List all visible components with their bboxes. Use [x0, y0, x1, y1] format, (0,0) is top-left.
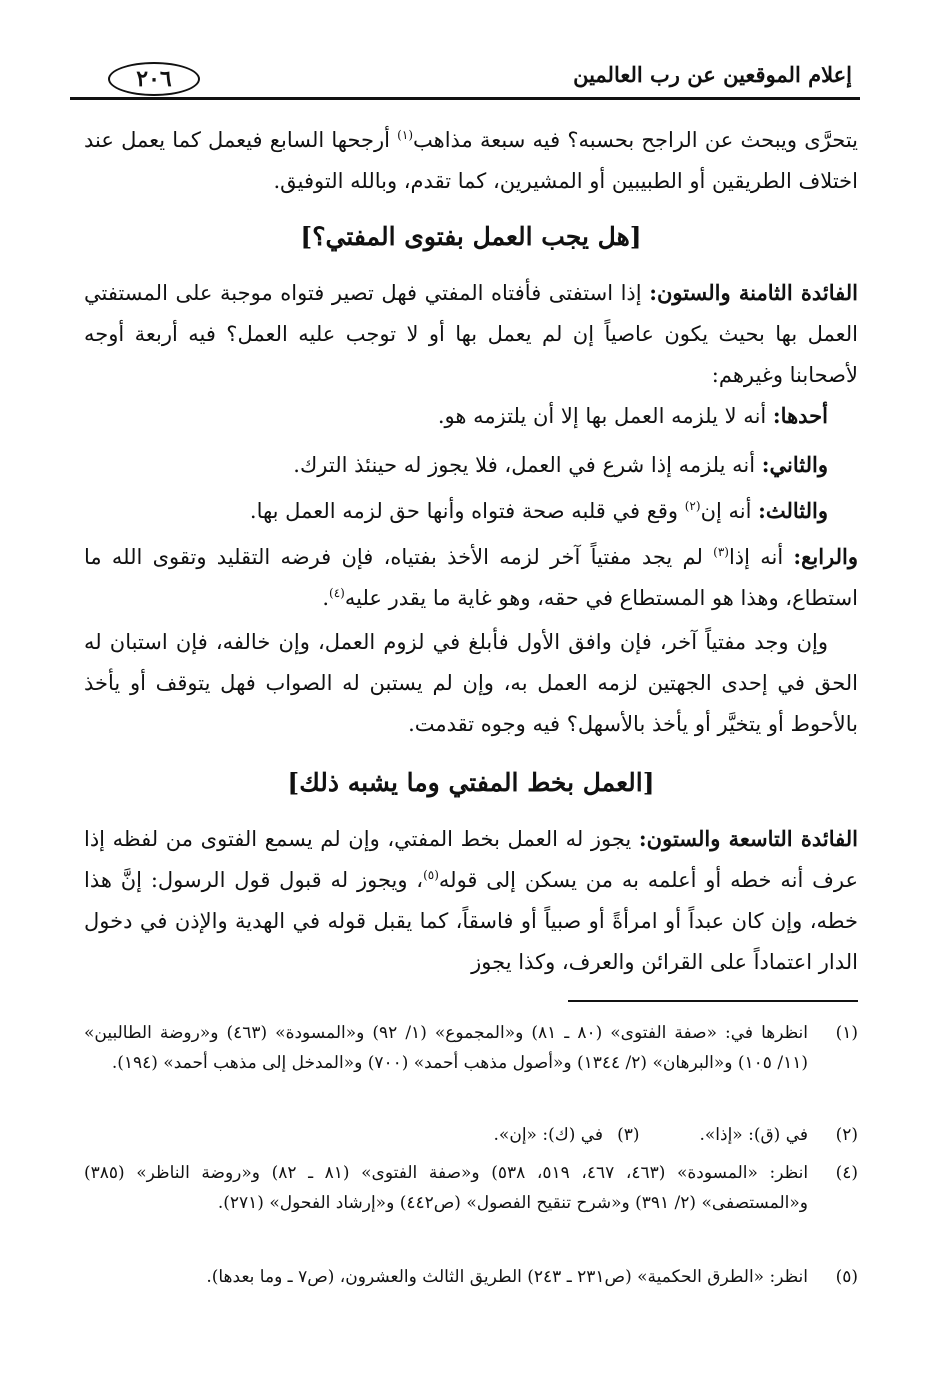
footnote-3-number: (٣): [617, 1125, 640, 1145]
page-number: ٢٠٦: [108, 62, 200, 96]
footnote-ref-1: (١): [397, 128, 413, 142]
footnote-5-text: انظر: «الطرق الحكمية» (ص٢٣١ ـ ٢٤٣) الطريق الثالث والعشرون، (ص٧ ـ وما بعدها).: [206, 1267, 808, 1287]
footnote-2-3: [84, 1120, 858, 1150]
opinion-fourth-end: .: [322, 586, 330, 610]
opinion-third: [84, 490, 858, 532]
intro-text-a: يتحرَّى ويبحث عن الراجح بحسبه؟ فيه سبعة مذاهب: [413, 128, 858, 152]
section1-text: إذا استفتى فأفتاه المفتي فهل تصير فتواه موجبة على المستفتي العمل بها بحيث يكون عاصياً إن لم يعمل بها أو لا توجب عليه العمل؟ فيه أربعة أوجه لأصحابنا وغيرهم:: [84, 281, 858, 387]
section-heading-2: [العمل بخط المفتي وما يشبه ذلك]: [287, 768, 655, 797]
footnote-1-text: انظرها في: «صفة الفتوى» (٨٠ ـ ٨١) و«المجموع» (١/ ٩٢) و«المسودة» (٤٦٣) و«روضة الطالبين» (١١/ ١٠٥) و«البرهان» (٢/ ١٣٤٤) و«أصول مذهب أحمد» (٧٠٠) و«المدخل إلى مذهب أحمد» (١٩٤).: [84, 1023, 808, 1073]
opinion-first-lead: أحدها:: [772, 403, 828, 428]
section-heading-1: [هل يجب العمل بفتوى المفتي؟]: [300, 222, 642, 251]
opinion-fourth-text-b: لم يجد مفتياً آخر لزمه الأخذ بفتياه، فإن فرضه التقليد وتقوى الله ما استطاع، وهذا هو المستطاع في حقه، وهو غاية ما يقدر عليه: [84, 545, 858, 610]
footnote-ref-3: (٣): [713, 545, 729, 559]
footnote-1: [84, 1018, 858, 1078]
intro-text-b: أرجحها السابع فيعمل كما يعمل عند اختلاف الطريقين أو الطبيبين أو المشيرين، كما تقدم، وبالله التوفيق.: [84, 128, 858, 193]
footnote-3-text: في (ك): «إن».: [493, 1125, 604, 1145]
section2-text-a: يجوز له العمل بخط المفتي، وإن لم يسمع الفتوى من لفظه إذا عرف أنه خطه أو أعلمه به من يسكن إلى قوله: [84, 827, 858, 892]
opinion-second: [84, 444, 858, 486]
continuation-paragraph: وإن وجد مفتياً آخر، فإن وافق الأول فأبلغ في لزوم العمل، وإن خالفه، فإن استبان له الحق في إحدى الجهتين لزمه العمل به، وإن لم يستبن له الصواب فهل يتوقف أو يأخذ بالأحوط أو يتخيَّر أو يأخذ بالأسهل؟ فيه وجوه تقدمت.: [84, 630, 858, 736]
section1-intro: [84, 272, 858, 396]
opinion-first-text: أنه لا يلزمه العمل بها إلا أن يلتزمه هو.: [437, 404, 773, 428]
footnote-2-text: في (ق): «إذا».: [699, 1125, 808, 1145]
opinion-first: [84, 395, 858, 437]
footnote-2-number: (٢): [835, 1125, 858, 1145]
opinion-third-text-b: وقع في قلبه صحة فتواه وأنها حق لزمه العمل بها.: [249, 499, 685, 523]
opinion-fourth-text-a: أنه إذا: [728, 545, 794, 569]
footnote-4: [84, 1158, 858, 1218]
footnote-ref-5: (٥): [423, 868, 439, 882]
opinion-third-lead: والثالث:: [758, 498, 828, 523]
footnote-ref-4: (٤): [329, 586, 345, 600]
intro-paragraph: [84, 120, 858, 202]
section2-paragraph: [84, 818, 858, 983]
opinion-fourth-lead: والرابع:: [793, 544, 858, 569]
opinion-third-text-a: أنه إن: [700, 499, 759, 523]
footnote-5: [84, 1262, 858, 1292]
book-title: إعلام الموقعين عن رب العالمين: [573, 62, 852, 87]
footnote-4-text: انظر: «المسودة» (٤٦٣، ٤٦٧، ٥١٩، ٥٣٨) و«صفة الفتوى» (٨١ ـ ٨٢) و«روضة الناظر» (٣٨٥) و«المستصفى» (٢/ ٣٩١) و«شرح تنقيح الفصول» (ص٤٤٢) و«إرشاد الفحول» (٢٧١).: [84, 1163, 809, 1213]
footnote-5-number: (٥): [835, 1267, 858, 1287]
section2-lead: الفائدة التاسعة والستون:: [638, 826, 859, 851]
footnote-ref-2: (٢): [684, 499, 701, 513]
footnote-4-number: (٤): [835, 1163, 858, 1183]
page-header: [70, 52, 860, 102]
section2-text-b: ، ويجوز له قبول قول الرسول: إنَّ هذا خطه، وإن كان عبداً أو امرأةً أو صبياً أو فاسقاً، كما يقبل قوله في الهدية والإذن في دخول الدار اعتماداً على القرائن والعرف، وكذا يجوز: [84, 868, 858, 974]
opinion-second-text: أنه يلزمه إذا شرع في العمل، فلا يجوز له حينئذ الترك.: [293, 453, 762, 477]
opinion-second-lead: والثاني:: [761, 452, 828, 477]
opinion-fourth: [84, 536, 858, 619]
footnote-divider: [568, 1000, 858, 1002]
section1-lead: الفائدة الثامنة والستون:: [649, 280, 858, 305]
footnote-1-number: (١): [835, 1023, 858, 1043]
header-rule: [70, 97, 860, 100]
